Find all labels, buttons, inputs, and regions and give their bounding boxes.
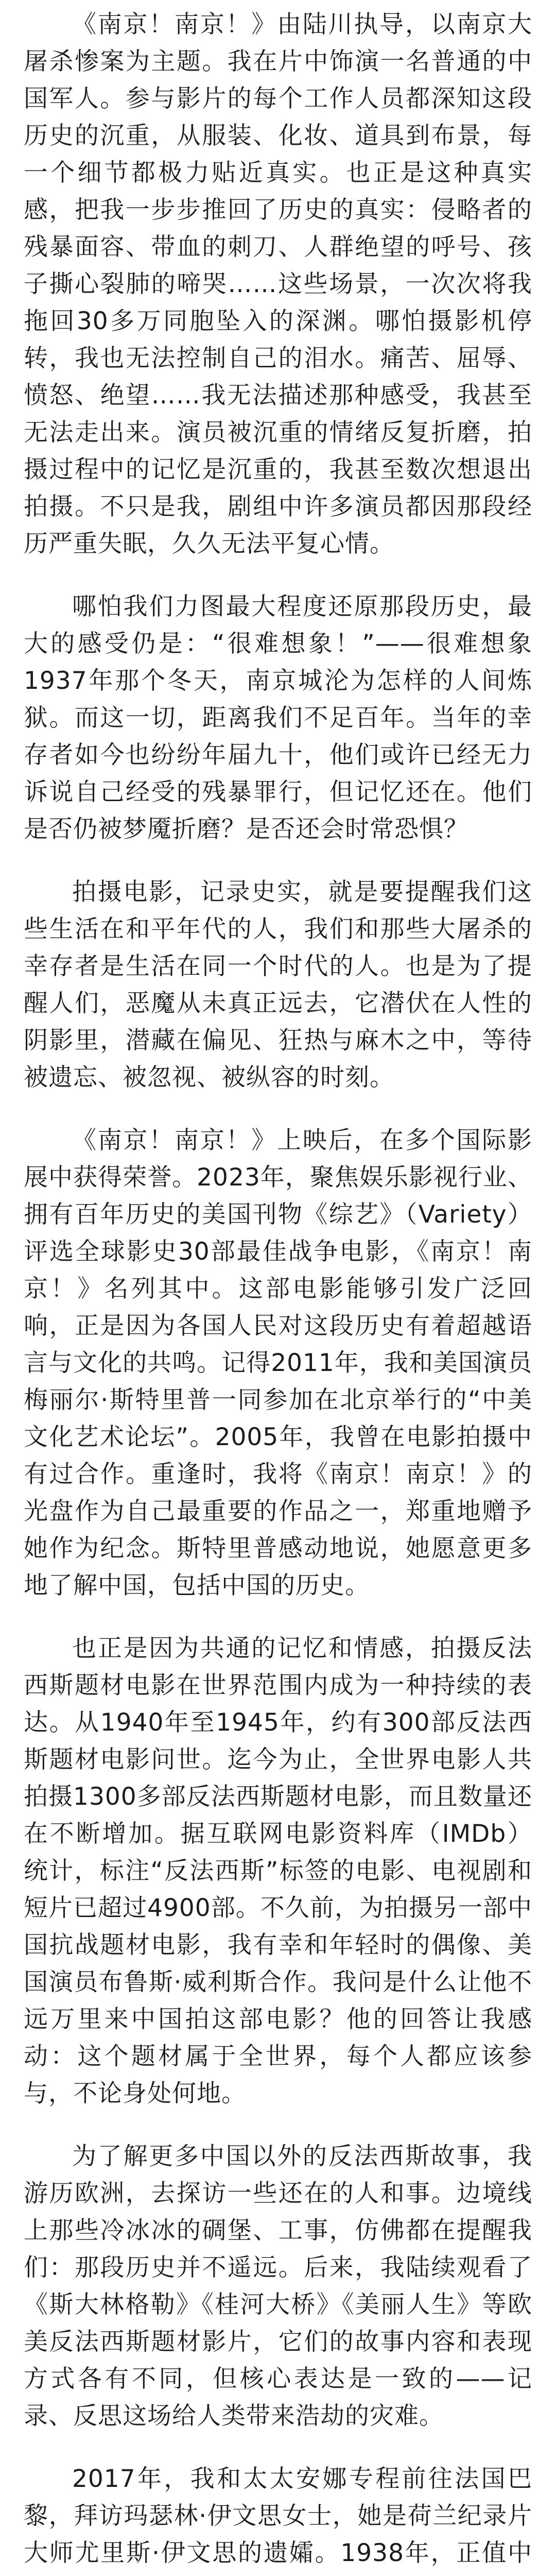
paragraph-gap — [24, 563, 532, 588]
paragraph: 《南京！南京！》由陆川执导，以南京大屠杀惨案为主题。我在片中饰演一名普通的中国军人。参与影片的每个工作人员都深知这段历史的沉重，从服装、化妆、道具到布景，每一个细节都极力贴近真实。也正是这种真实感，把我一步步推回了历史的真实：侵略者的残暴面容、带血的刺刀、人群绝望的呼号、孩子撕心裂肺的啼哭……这些场景，一次次将我拖回30多万同胞坠入的深渊。哪怕摄影机停转，我也无法控制自己的泪水。痛苦、屈辱、愤怒、绝望……我无法描述那种感受，我甚至无法走出来。演员被沉重的情绪反复折磨，拍摄过程中的记忆是沉重的，我甚至数次想退出拍摄。不只是我，剧组中许多演员都因那段经历严重失眠，久久无法平复心情。 — [24, 10, 532, 558]
paragraph: 哪怕我们力图最大程度还原那段历史，最大的感受仍是：“很难想象！”——很难想象1937年那个冬天，南京城沦为怎样的人间炼狱。而这一切，距离我们不足百年。当年的幸存者如今也纷纷年届九十，他们或许已经无力诉说自己经受的残暴罪行，但记忆还在。他们是否仍被梦魇折磨？是否还会时常恐惧？ — [24, 592, 532, 843]
paragraph-gap — [24, 1096, 532, 1122]
paragraph-gap — [24, 2435, 532, 2461]
paragraph: 为了解更多中国以外的反法西斯故事，我游历欧洲，去探访一些还在的人和事。边境线上那些冷冰冰的碉堡、工事，仿佛都在提醒我们：那段历史并不遥远。后来，我陆续观看了《斯大林格勒》《桂河大桥》《美丽人生》等欧美反法西斯题材影片，它们的故事内容和表现方式各有不同，但核心表达是一致的——记录、反思这场给人类带来浩劫的灾难。 — [24, 2142, 532, 2430]
paragraph-gap — [24, 1604, 532, 1630]
paragraph: 《南京！南京！》上映后，在多个国际影展中获得荣誉。2023年，聚焦娱乐影视行业、拥有百年历史的美国刊物《综艺》（Variety）评选全球影史30部最佳战争电影，《南京！南京！》名列其中。这部电影能够引发广泛回响，正是因为各国人民对这段历史有着超越语言与文化的共鸣。记得2011年，我和美国演员梅丽尔·斯特里普一同参加在北京举行的“中美文化艺术论坛”。2005年，我曾在电影拍摄中有过合作。重逢时，我将《南京！南京！》的光盘作为自己最重要的作品之一，郑重地赠予她作为纪念。斯特里普感动地说，她愿意更多地了解中国，包括中国的历史。 — [24, 1126, 532, 1600]
paragraph-gap — [24, 848, 532, 874]
paragraph: 拍摄电影，记录史实，就是要提醒我们这些生活在和平年代的人，我们和那些大屠杀的幸存者是生活在同一个时代的人。也是为了提醒人们，恶魔从未真正远去，它潜伏在人性的阴影里，潜藏在偏见、狂热与麻木之中，等待被遗忘、被忽视、被纵容的时刻。 — [24, 878, 532, 1092]
paragraph: 也正是因为共通的记忆和情感，拍摄反法西斯题材电影在世界范围内成为一种持续的表达。从1940年至1945年，约有300部反法西斯题材电影问世。迄今为止，全世界电影人共拍摄1300多部反法西斯题材电影，而且数量还在不断增加。据互联网电影资料库（IMDb）统计，标注“反法西斯”标签的电影、电视剧和短片已超过4900部。不久前，为拍摄另一部中国抗战题材电影，我有幸和年轻时的偶像、美国演员布鲁斯·威利斯合作。我问是什么让他不远万里来中国拍这部电影？他的回答让我感动：这个题材属于全世界，每个人都应该参与，不论身处何地。 — [24, 1634, 532, 2108]
paragraph-gap — [24, 2112, 532, 2138]
paragraph: 2017年，我和太太安娜专程前往法国巴黎，拜访玛瑟林·伊文思女士，她是荷兰纪录片大师尤里斯·伊文思的遗孀。1938年，正值中 — [24, 2465, 532, 2567]
